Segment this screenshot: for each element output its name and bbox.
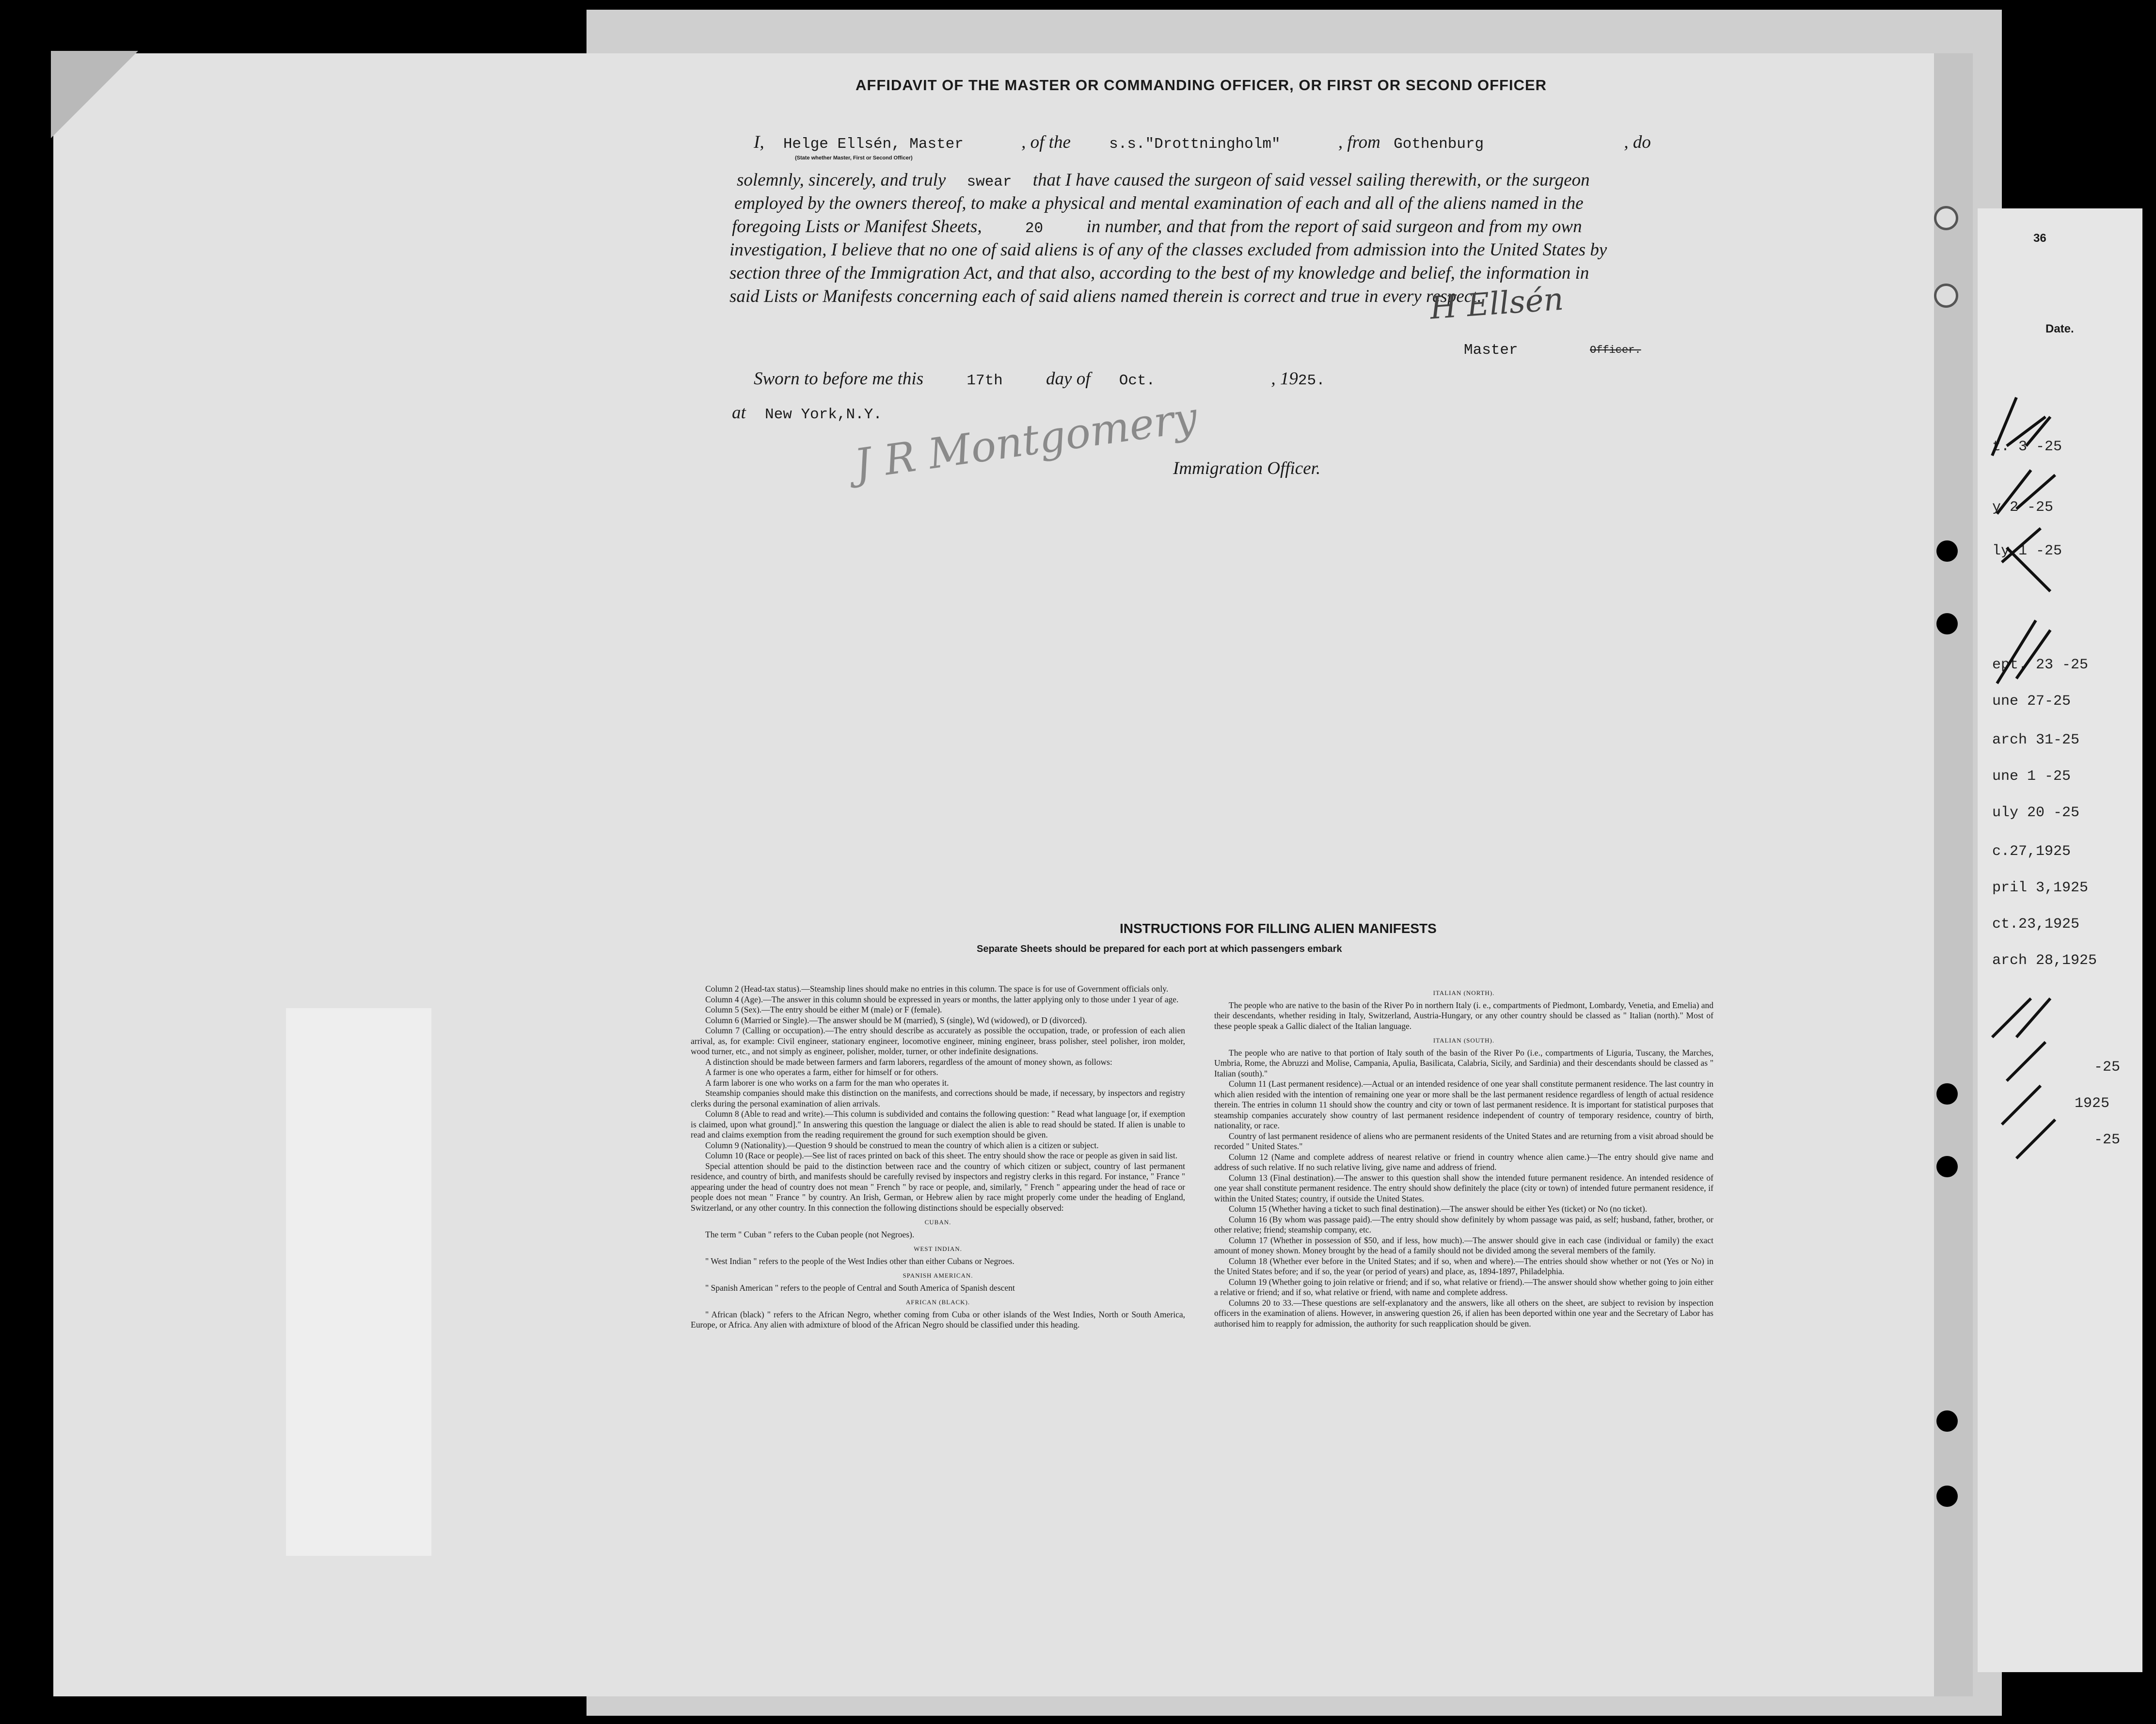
- instruction-paragraph: Column 19 (Whether going to join relative or friend; and if so, what relative or friend).—The answer should show whether going to join either a relative or friend; and if so, what relative or friend, with name and complete address.: [1214, 1277, 1713, 1297]
- binder-ring-hole: [1934, 284, 1958, 308]
- section-heading-african: AFRICAN (BLACK).: [905, 1298, 970, 1306]
- ledger-entry: y 2 -25: [1992, 499, 2054, 516]
- ledger-date-header: Date.: [2045, 322, 2074, 335]
- place-of-oath: New York,N.Y.: [765, 406, 882, 423]
- instruction-paragraph: Steamship companies should make this distinction on the manifests, and corrections should be made, if necessary, by inspectors and registry clerks during the personal examination of alien arrivals.: [691, 1088, 1185, 1108]
- instructions-title: INSTRUCTIONS FOR FILLING ALIEN MANIFESTS: [1120, 921, 1437, 936]
- section-heading-italian-south: ITALIAN (SOUTH).: [1433, 1037, 1495, 1044]
- alien-count: 20: [1025, 220, 1044, 237]
- signer-rank: Master: [1464, 342, 1518, 359]
- instruction-paragraph: The people who are native to that portion of Italy south of the basin of the River Po (i.e., compartments of Liguria, Tuscany, the Marches, Umbria, Rome, the Abruzzi and Molise, Campania, Apulia, Basilicata, Calabria, Sicily, and Sardinia) and their descendants should be classed as " Italian (south).": [1214, 1047, 1713, 1078]
- sworn-year: 25.: [1298, 372, 1325, 389]
- instruction-paragraph: The people who are native to the basin of the River Po in northern Italy (i. e., compartments of Piedmont, Lombardy, Venetia, and Emelia) and their descendants, whether residing in Italy, Switzerland, Austria-Hungary, or any other country should be classed as " Italian (north)." Most of these people speak a Gallic dialect of the Italian language.: [1214, 1000, 1713, 1031]
- ledger-entry: ly 1 -25: [1992, 543, 2062, 559]
- instruction-paragraph: Special attention should be paid to the distinction between race and the country of which citizen or subject, country of last permanent residence, and country of birth, and manifests should be carefully revised by inspectors and registry clerks in this regard. For instance, " France " appearing under the head of country does not mean " French " by race or people, and, similarly, " French " appearing under the head of race or people does not mean " France " by country. An Irish, German, or Hebrew alien by race might properly come under the heading of England, Switzerland, or any other country. In this connection the following distinctions should be especially observed:: [691, 1161, 1185, 1213]
- affidavit-line-6: section three of the Immigration Act, and that also, according to the best of my knowledge and belief, the information in: [729, 263, 1589, 283]
- ledger-entry: uly 20 -25: [1992, 805, 2080, 821]
- folded-corner: [51, 51, 138, 138]
- instruction-paragraph: Column 17 (Whether in possession of $50, and if less, how much).—The answer should give in each case (individual or family) the exact amount of money shown. Money brought by the head of a family should not be divided among the several members of the family.: [1214, 1235, 1713, 1255]
- instruction-paragraph: Column 5 (Sex).—The entry should be either M (male) or F (female).: [705, 1005, 942, 1014]
- instruction-paragraph: Column 7 (Calling or occupation).—The entry should describe as accurately as possible the occupation, trade, or profession of each alien arrival, as, for example: Civil engineer, stationary engineer, locomotive engineer, mining engineer, brass polisher, steel polisher, iron molder, wood turner, etc., and not simply as engineer, polisher, molder, turner, or other indefinite designations.: [691, 1026, 1185, 1056]
- instruction-paragraph: Country of last permanent residence of aliens who are permanent residents of the United States and are returning from a visit abroad should be recorded " United States.": [1214, 1131, 1713, 1151]
- punch-hole: [1936, 613, 1958, 634]
- binder-ring-hole: [1934, 206, 1958, 230]
- section-heading-italian-north: ITALIAN (NORTH).: [1433, 989, 1495, 996]
- instruction-paragraph: Column 4 (Age).—The answer in this column should be expressed in years or months, the latter applying only to those under 1 year of age.: [705, 994, 1179, 1004]
- section-heading-west-indian: WEST INDIAN.: [914, 1245, 962, 1252]
- affidavit-line-2: solemnly, sincerely, and truly swear that I have caused the surgeon of said vessel sailing therewith, or the surgeon: [737, 170, 1590, 190]
- instruction-paragraph: Column 13 (Final destination).—The answer to this question shall show the intended future permanent residence. An intended residence of one year shall constitute permanent residence. The entry should show definitely the place (city or town) of intended future permanent residence, if within the United States; country, if outside the United States.: [1214, 1172, 1713, 1203]
- sworn-month: Oct.: [1119, 372, 1156, 389]
- ship-name: s.s."Drottningholm": [1109, 136, 1281, 153]
- instruction-paragraph: Column 12 (Name and complete address of nearest relative or friend in country whence alien came.)—The entry should give name and address of such relative. If no such relative living, give name and address of friend.: [1214, 1152, 1713, 1172]
- punch-hole: [1936, 1410, 1958, 1432]
- officer-label: Immigration Officer.: [1173, 459, 1321, 478]
- ledger-entry: 1925: [2075, 1095, 2110, 1112]
- struck-rank: Officer.: [1590, 344, 1641, 356]
- sworn-line: Sworn to before me this 17th day of Oct. , 1925.: [754, 369, 1325, 389]
- ledger-entry: ept. 23 -25: [1992, 657, 2089, 673]
- affidavit-line-1: I, Helge Ellsén, Master , of the s.s."Drottningholm" , from Gothenburg , do: [754, 132, 1651, 153]
- instruction-paragraph: Column 18 (Whether ever before in the United States; and if so, when and where).—The entries should show whether or not (Yes or No) in the United States before; and if so, the year (or period of years) and place, as, 1894-1897, Philadelphia.: [1214, 1256, 1713, 1276]
- ledger-entry: ct.23,1925: [1992, 916, 2080, 933]
- punch-hole: [1936, 540, 1958, 562]
- instruction-paragraph: Column 11 (Last permanent residence).—Actual or an intended residence of one year shall constitute permanent residence. The last country in which alien resided with the intention of remaining one year or more shall be the last permanent residence regardless of length of actual residence therein. The entries in column 11 should show the country and city or town of last permanent residence. It is important for statistical purposes that steamship companies accurately show country of last permanent residence independent of country of temporary residence, country of birth, nationality, or race.: [1214, 1079, 1713, 1130]
- ledger-page-number: 36: [2033, 232, 2046, 245]
- instruction-paragraph: The term " Cuban " refers to the Cuban people (not Negroes).: [705, 1229, 915, 1239]
- ledger-entry: -25: [2094, 1132, 2121, 1148]
- affidavit-line-7: said Lists or Manifests concerning each of said aliens named therein is correct and true in every respect.: [729, 286, 1482, 306]
- instruction-paragraph: A farm laborer is one who works on a farm for the man who operates it.: [705, 1077, 949, 1088]
- punch-hole: [1936, 1486, 1958, 1507]
- ledger-entry: c.27,1925: [1992, 843, 2071, 860]
- instruction-paragraph: Column 10 (Race or people).—See list of races printed on back of this sheet. The entry should show the race or people as given in said list.: [705, 1151, 1178, 1160]
- instruction-paragraph: " Spanish American " refers to the people of Central and South America of Spanish descent: [705, 1282, 1015, 1293]
- instruction-paragraph: Column 8 (Able to read and write).—This column is subdivided and contains the following question: " Read what language [or, if exemption is claimed, upon what ground]." In answering this question the language or dialect the alien is able to read should be stated. If alien is unable to read and claims exemption from the reading requirement the ground for such exemption should be given.: [691, 1109, 1185, 1139]
- ledger-entry: arch 31-25: [1992, 732, 2080, 748]
- instruction-paragraph: A distinction should be made between farmers and farm laborers, regardless of the amount of money shown, as follows:: [705, 1057, 1112, 1067]
- instruction-paragraph: Column 15 (Whether having a ticket to such final destination).—The answer should be either Yes (ticket) or No (no ticket).: [1229, 1204, 1648, 1214]
- instruction-paragraph: Column 2 (Head-tax status).—Steamship lines should make no entries in this column. The space is for use of Government officials only.: [705, 984, 1169, 994]
- rank-note: (State whether Master, First or Second Officer): [795, 155, 913, 161]
- instructions-right-column: [1214, 984, 1713, 1329]
- ledger-entry: pril 3,1925: [1992, 880, 2089, 896]
- instruction-paragraph: Column 16 (By whom was passage paid).—The entry should show definitely by whom passage was paid, as self; husband, father, brother, or other relative; friend; steamship company, etc.: [1214, 1214, 1713, 1234]
- oath-word: swear: [967, 174, 1012, 190]
- ledger-check-marks: [1987, 388, 2142, 1163]
- section-heading-cuban: CUBAN.: [924, 1218, 951, 1226]
- instruction-paragraph: A farmer is one who operates a farm, either for himself or for others.: [705, 1067, 938, 1077]
- section-heading-spanish-american: SPANISH AMERICAN.: [903, 1272, 973, 1279]
- punch-hole: [1936, 1156, 1958, 1177]
- affidavit-line-5: investigation, I believe that no one of said aliens is of any of the classes excluded from admission into the United States by: [729, 240, 1607, 260]
- ledger-entry: -25: [2094, 1059, 2121, 1076]
- instruction-paragraph: Column 9 (Nationality).—Question 9 should be construed to mean the country of which alien is a citizen or subject.: [705, 1140, 1099, 1150]
- ledger-entry: arch 28,1925: [1992, 952, 2097, 969]
- master-name: Helge Ellsén, Master: [783, 136, 964, 153]
- affidavit-line-3: employed by the owners thereof, to make a physical and mental examination of each and all of the aliens named in the: [734, 193, 1584, 213]
- instruction-paragraph: " West Indian " refers to the people of the West Indies other than either Cubans or Negroes.: [705, 1256, 1015, 1266]
- instructions-left-column: [691, 984, 1185, 1330]
- punch-hole: [1936, 1083, 1958, 1105]
- instruction-paragraph: Column 6 (Married or Single).—The answer should be M (married), S (single), Wd (widowed), or D (divorced).: [705, 1015, 1087, 1025]
- instruction-paragraph: Columns 20 to 33.—These questions are self-explanatory and the answers, like all others on the sheet, are subject to revision by inspection officers in the examination of aliens. However, in answering question 26, if alien has been deported within one year and the Secretary of Labor has authorised him to reapply for admission, the authority for such reapplication should be given.: [1214, 1297, 1713, 1329]
- paper-strip: [286, 1008, 431, 1556]
- affidavit-line-4: foregoing Lists or Manifest Sheets, 20 in number, and that from the report of said surgeon and from my own: [732, 217, 1582, 237]
- officer-signature: J R Montgomery: [851, 393, 1201, 490]
- ledger-entry: une 27-25: [1992, 693, 2071, 710]
- instruction-paragraph: " African (black) " refers to the African Negro, whether coming from Cuba or other islands of the West Indies, North or South America, Europe, or Africa. Any alien with admixture of blood of the African Negro should be classified under this heading.: [691, 1309, 1185, 1329]
- master-signature: H Ellsén: [1428, 281, 1565, 327]
- instructions-subtitle: Separate Sheets should be prepared for each port at which passengers embark: [977, 944, 1342, 954]
- ledger-entry: t. 3 -25: [1992, 439, 2062, 455]
- sworn-day: 17th: [967, 372, 1003, 389]
- ledger-entry: une 1 -25: [1992, 768, 2071, 785]
- affidavit-title: AFFIDAVIT OF THE MASTER OR COMMANDING OFFICER, OR FIRST OR SECOND OFFICER: [856, 77, 1547, 94]
- departure-port: Gothenburg: [1394, 136, 1484, 153]
- place-line: at New York,N.Y.: [732, 403, 882, 423]
